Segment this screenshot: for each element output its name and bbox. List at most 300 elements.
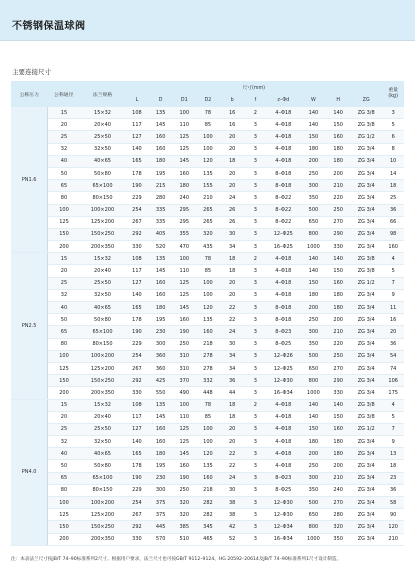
table-cell: 165 bbox=[125, 448, 149, 460]
table-row bbox=[11, 289, 404, 301]
table-cell: 65×100 bbox=[80, 180, 125, 192]
table-cell: 66 bbox=[382, 216, 404, 228]
table-cell: 267 bbox=[125, 509, 149, 521]
table-cell: 4–Φ18 bbox=[266, 436, 300, 448]
table-cell: 20 bbox=[220, 167, 245, 179]
table-cell: 218 bbox=[196, 338, 220, 350]
table-cell: 4–Φ18 bbox=[266, 155, 300, 167]
table-cell: 4–Φ18 bbox=[266, 277, 300, 289]
table-cell: 3 bbox=[245, 216, 267, 228]
table-cell: 3 bbox=[245, 375, 267, 387]
table-cell: 240 bbox=[172, 192, 196, 204]
table-cell: 4–Φ18 bbox=[266, 265, 300, 277]
table-cell: 160 bbox=[326, 277, 350, 289]
table-cell: 425 bbox=[149, 375, 173, 387]
table-cell: ZG 3/4 bbox=[350, 533, 382, 545]
table-cell: 250 bbox=[326, 204, 350, 216]
table-cell: 34 bbox=[220, 362, 245, 374]
table-row bbox=[11, 375, 404, 387]
table-cell: 26 bbox=[220, 216, 245, 228]
table-cell: 1000 bbox=[301, 533, 327, 545]
table-cell: 20 bbox=[220, 143, 245, 155]
table-cell: 58 bbox=[382, 497, 404, 509]
table-cell: 50×80 bbox=[80, 460, 125, 472]
table-cell: 145 bbox=[149, 265, 173, 277]
table-cell: ZG 3/4 bbox=[350, 436, 382, 448]
table-cell: 4–Φ18 bbox=[266, 131, 300, 143]
header-weight: 重量 (kg) bbox=[382, 81, 404, 107]
table-cell: 15 bbox=[48, 399, 80, 411]
table-cell: 80 bbox=[48, 192, 80, 204]
table-cell: ZG 1/2 bbox=[350, 131, 382, 143]
table-cell: ZG 3/4 bbox=[350, 448, 382, 460]
table-cell: 120 bbox=[196, 302, 220, 314]
table-cell: 25 bbox=[48, 277, 80, 289]
table-cell: 180 bbox=[326, 436, 350, 448]
table-cell: 650 bbox=[301, 362, 327, 374]
table-cell: 65 bbox=[48, 472, 80, 484]
table-cell: 250 bbox=[301, 167, 327, 179]
table-cell: 180 bbox=[326, 448, 350, 460]
table-row bbox=[11, 277, 404, 289]
table-cell: 470 bbox=[172, 241, 196, 253]
table-cell: ZG 3/4 bbox=[350, 289, 382, 301]
table-cell: 1000 bbox=[301, 241, 327, 253]
table-cell: 36 bbox=[382, 484, 404, 496]
table-cell: 800 bbox=[301, 375, 327, 387]
table-cell: 350 bbox=[301, 484, 327, 496]
table-cell: 5 bbox=[382, 411, 404, 423]
table-cell: ZG 3/8 bbox=[350, 265, 382, 277]
table-cell: 3 bbox=[245, 314, 267, 326]
table-cell: 117 bbox=[125, 411, 149, 423]
table-cell: 8–Φ22 bbox=[266, 216, 300, 228]
table-cell: 160 bbox=[382, 241, 404, 253]
table-cell: 3 bbox=[245, 521, 267, 533]
table-cell: 490 bbox=[172, 387, 196, 399]
table-cell: 195 bbox=[149, 167, 173, 179]
table-cell: 12–Φ30 bbox=[266, 509, 300, 521]
table-cell: 3 bbox=[245, 192, 267, 204]
table-cell: 254 bbox=[125, 350, 149, 362]
table-cell: 24 bbox=[220, 326, 245, 338]
table-cell: 100 bbox=[196, 423, 220, 435]
table-cell: 22 bbox=[220, 302, 245, 314]
table-cell: 140 bbox=[125, 143, 149, 155]
table-cell: 295 bbox=[172, 204, 196, 216]
table-cell: 85 bbox=[196, 411, 220, 423]
table-cell: ZG 3/8 bbox=[350, 253, 382, 265]
table-cell: 36 bbox=[382, 338, 404, 350]
table-cell: 20 bbox=[220, 436, 245, 448]
table-cell: 50 bbox=[48, 167, 80, 179]
table-cell: ZG 3/4 bbox=[350, 484, 382, 496]
table-cell: 135 bbox=[196, 314, 220, 326]
table-cell: 292 bbox=[125, 375, 149, 387]
table-cell: 16–Φ34 bbox=[266, 387, 300, 399]
table-cell: 210 bbox=[326, 472, 350, 484]
header-dim-b: b bbox=[220, 94, 245, 107]
table-cell: 140 bbox=[326, 107, 350, 119]
table-cell: 3 bbox=[245, 289, 267, 301]
table-cell: 180 bbox=[326, 302, 350, 314]
table-row bbox=[11, 472, 404, 484]
table-cell: ZG 3/4 bbox=[350, 472, 382, 484]
table-row bbox=[11, 484, 404, 496]
table-cell: 3 bbox=[245, 143, 267, 155]
table-cell: 190 bbox=[125, 180, 149, 192]
table-cell: 20 bbox=[220, 423, 245, 435]
table-cell: 180 bbox=[149, 448, 173, 460]
table-cell: 25 bbox=[48, 423, 80, 435]
table-cell: 160 bbox=[149, 423, 173, 435]
table-cell: 350 bbox=[326, 533, 350, 545]
table-cell: 18 bbox=[220, 399, 245, 411]
table-cell: 40×65 bbox=[80, 448, 125, 460]
table-cell: 250 bbox=[172, 338, 196, 350]
table-cell: 7 bbox=[382, 277, 404, 289]
table-cell: 3 bbox=[245, 241, 267, 253]
header-dim-h: H bbox=[326, 94, 350, 107]
table-cell: 125 bbox=[172, 131, 196, 143]
table-cell: 12–Φ30 bbox=[266, 497, 300, 509]
table-cell: 120 bbox=[196, 448, 220, 460]
table-cell: ZG 1/2 bbox=[350, 423, 382, 435]
table-cell: 3 bbox=[245, 484, 267, 496]
header-dim-f: f bbox=[245, 94, 267, 107]
table-row bbox=[11, 180, 404, 192]
table-cell: ZG 3/8 bbox=[350, 107, 382, 119]
table-row bbox=[11, 314, 404, 326]
table-cell: 32×50 bbox=[80, 289, 125, 301]
table-cell: 180 bbox=[149, 302, 173, 314]
table-cell: 3 bbox=[245, 362, 267, 374]
table-cell: 20 bbox=[48, 119, 80, 131]
table-cell: 10 bbox=[382, 155, 404, 167]
table-cell: 3 bbox=[245, 167, 267, 179]
table-cell: 110 bbox=[172, 411, 196, 423]
table-row bbox=[11, 143, 404, 155]
table-cell: 8–Φ18 bbox=[266, 302, 300, 314]
table-cell: 250 bbox=[326, 350, 350, 362]
table-cell: 30 bbox=[220, 338, 245, 350]
table-cell: 150 bbox=[48, 228, 80, 240]
table-cell: 125 bbox=[172, 277, 196, 289]
table-cell: 520 bbox=[149, 241, 173, 253]
table-cell: 4–Φ18 bbox=[266, 107, 300, 119]
table-cell: 292 bbox=[125, 521, 149, 533]
table-cell: 8–Φ22 bbox=[266, 192, 300, 204]
table-cell: 3 bbox=[245, 533, 267, 545]
table-cell: 117 bbox=[125, 119, 149, 131]
table-cell: ZG 3/4 bbox=[350, 314, 382, 326]
table-cell: 190 bbox=[125, 326, 149, 338]
table-cell: 200 bbox=[326, 314, 350, 326]
table-cell: 100 bbox=[48, 497, 80, 509]
table-cell: 510 bbox=[172, 533, 196, 545]
table-cell: 125 bbox=[172, 423, 196, 435]
table-row bbox=[11, 411, 404, 423]
page-title: 不锈钢保温球阀 bbox=[12, 21, 86, 32]
table-cell: 40 bbox=[48, 155, 80, 167]
table-cell: ZG 3/4 bbox=[350, 216, 382, 228]
table-cell: 80×150 bbox=[80, 192, 125, 204]
footnote: 注：本表法兰尺寸按JB/T 74–90标准系列2尺寸。根据用户要求，法兰尺寸也可按GB/T 9112–9124、HG 20592–20614及JB/T 74–90标准系列1尺寸设计制造。 bbox=[11, 557, 342, 562]
table-row bbox=[11, 362, 404, 374]
table-cell: 3 bbox=[245, 472, 267, 484]
table-cell: 210 bbox=[382, 533, 404, 545]
table-cell: 229 bbox=[125, 338, 149, 350]
table-cell: 16–Φ34 bbox=[266, 533, 300, 545]
table-cell: 320 bbox=[196, 228, 220, 240]
table-cell: 54 bbox=[382, 350, 404, 362]
table-cell: 34 bbox=[220, 241, 245, 253]
table-cell: 180 bbox=[301, 143, 327, 155]
table-cell: ZG 3/4 bbox=[350, 228, 382, 240]
table-cell: 18 bbox=[220, 155, 245, 167]
table-cell: 127 bbox=[125, 423, 149, 435]
table-cell: 25×50 bbox=[80, 423, 125, 435]
table-row bbox=[11, 131, 404, 143]
table-cell: 180 bbox=[172, 180, 196, 192]
table-cell: ZG 3/4 bbox=[350, 167, 382, 179]
table-cell: 280 bbox=[326, 509, 350, 521]
table-cell: 25 bbox=[48, 131, 80, 143]
table-cell: 140 bbox=[125, 436, 149, 448]
table-cell: 15×32 bbox=[80, 107, 125, 119]
table-cell: 1000 bbox=[301, 387, 327, 399]
table-cell: 16 bbox=[220, 119, 245, 131]
table-cell: ZG 3/4 bbox=[350, 509, 382, 521]
table-cell: 250 bbox=[172, 484, 196, 496]
table-cell: 3 bbox=[245, 350, 267, 362]
table-cell: 7 bbox=[382, 423, 404, 435]
table-cell: 230 bbox=[149, 472, 173, 484]
table-cell: 278 bbox=[196, 362, 220, 374]
table-cell: 405 bbox=[149, 228, 173, 240]
table-cell: 18 bbox=[382, 180, 404, 192]
table-cell: 210 bbox=[326, 180, 350, 192]
table-cell: 135 bbox=[149, 399, 173, 411]
table-row bbox=[11, 448, 404, 460]
table-cell: ZG 3/8 bbox=[350, 399, 382, 411]
table-cell: 20×40 bbox=[80, 265, 125, 277]
table-cell: 12–Φ30 bbox=[266, 375, 300, 387]
table-cell: ZG 3/4 bbox=[350, 521, 382, 533]
table-cell: 220 bbox=[326, 192, 350, 204]
table-cell: 110 bbox=[172, 265, 196, 277]
table-cell: 370 bbox=[172, 375, 196, 387]
table-cell: 300 bbox=[149, 484, 173, 496]
table-cell: 240 bbox=[326, 484, 350, 496]
table-cell: 335 bbox=[149, 216, 173, 228]
table-cell: 650 bbox=[301, 216, 327, 228]
table-cell: 3 bbox=[245, 131, 267, 143]
table-cell: 3 bbox=[245, 228, 267, 240]
table-cell: 330 bbox=[125, 533, 149, 545]
table-cell: 160 bbox=[149, 143, 173, 155]
table-cell: 145 bbox=[172, 448, 196, 460]
table-cell: 435 bbox=[196, 241, 220, 253]
table-cell: 200 bbox=[301, 155, 327, 167]
table-cell: 178 bbox=[125, 460, 149, 472]
table-cell: 36 bbox=[220, 375, 245, 387]
table-cell: 52 bbox=[220, 533, 245, 545]
table-cell: 465 bbox=[196, 533, 220, 545]
table-cell: 180 bbox=[326, 155, 350, 167]
table-cell: ZG 3/4 bbox=[350, 460, 382, 472]
table-cell: ZG 3/4 bbox=[350, 338, 382, 350]
table-cell: 320 bbox=[172, 497, 196, 509]
table-cell: ZG 3/4 bbox=[350, 192, 382, 204]
table-cell: 135 bbox=[196, 167, 220, 179]
table-cell: 230 bbox=[149, 326, 173, 338]
header-pressure: 公称压力 bbox=[11, 81, 48, 107]
table-cell: 32×50 bbox=[80, 436, 125, 448]
table-cell: 330 bbox=[326, 387, 350, 399]
table-row bbox=[11, 253, 404, 265]
table-cell: 650 bbox=[301, 509, 327, 521]
table-cell: 160 bbox=[149, 436, 173, 448]
table-cell: 150 bbox=[326, 265, 350, 277]
table-cell: 36 bbox=[382, 204, 404, 216]
header-dim-zd: z–Φd bbox=[266, 94, 300, 107]
table-cell: 160 bbox=[172, 460, 196, 472]
table-cell: 80×150 bbox=[80, 484, 125, 496]
table-cell: ZG 3/8 bbox=[350, 119, 382, 131]
table-cell: 50 bbox=[48, 460, 80, 472]
table-cell: 8–Φ18 bbox=[266, 167, 300, 179]
table-cell: 200 bbox=[326, 167, 350, 179]
header-dim-l: L bbox=[125, 94, 149, 107]
table-cell: 200 bbox=[48, 387, 80, 399]
table-cell: 180 bbox=[149, 155, 173, 167]
table-cell: 140 bbox=[326, 253, 350, 265]
table-cell: 18 bbox=[220, 411, 245, 423]
table-cell: 42 bbox=[220, 521, 245, 533]
table-cell: 160 bbox=[149, 131, 173, 143]
table-cell: 3 bbox=[245, 302, 267, 314]
table-cell: ZG 3/4 bbox=[350, 143, 382, 155]
table-cell: 78 bbox=[196, 253, 220, 265]
table-cell: 270 bbox=[326, 216, 350, 228]
table-cell: 125 bbox=[48, 509, 80, 521]
table-cell: 20 bbox=[220, 131, 245, 143]
table-cell: 4 bbox=[382, 399, 404, 411]
table-cell: 140 bbox=[301, 107, 327, 119]
table-cell: 3 bbox=[245, 497, 267, 509]
table-row bbox=[11, 302, 404, 314]
table-cell: 4–Φ18 bbox=[266, 119, 300, 131]
table-cell: 32×50 bbox=[80, 143, 125, 155]
table-row bbox=[11, 228, 404, 240]
table-cell: 320 bbox=[172, 509, 196, 521]
header-dim-d2: D2 bbox=[196, 94, 220, 107]
table-cell: 229 bbox=[125, 484, 149, 496]
table-cell: 178 bbox=[125, 314, 149, 326]
table-cell: 65 bbox=[48, 326, 80, 338]
table-cell: 332 bbox=[196, 375, 220, 387]
table-cell: 22 bbox=[220, 314, 245, 326]
table-cell: 18 bbox=[220, 265, 245, 277]
table-cell: 14 bbox=[382, 167, 404, 179]
table-cell: 282 bbox=[196, 509, 220, 521]
table-cell: 165 bbox=[125, 155, 149, 167]
table-cell: 278 bbox=[196, 350, 220, 362]
table-cell: 125×200 bbox=[80, 509, 125, 521]
table-cell: 3 bbox=[245, 119, 267, 131]
pressure-group-label: PN1.6 bbox=[11, 107, 48, 253]
table-cell: 300 bbox=[301, 180, 327, 192]
table-cell: 108 bbox=[125, 253, 149, 265]
table-cell: 20 bbox=[48, 265, 80, 277]
table-cell: 160 bbox=[172, 314, 196, 326]
table-cell: 50×80 bbox=[80, 314, 125, 326]
table-cell: 145 bbox=[172, 155, 196, 167]
table-cell: 210 bbox=[326, 326, 350, 338]
table-row bbox=[11, 423, 404, 435]
table-cell: 140 bbox=[125, 289, 149, 301]
table-cell: 20×40 bbox=[80, 411, 125, 423]
table-cell: 270 bbox=[326, 362, 350, 374]
table-cell: 282 bbox=[196, 497, 220, 509]
table-cell: 145 bbox=[149, 411, 173, 423]
section-subtitle: 主要连接尺寸 bbox=[12, 68, 51, 76]
table-cell: 195 bbox=[149, 314, 173, 326]
table-cell: 360 bbox=[149, 350, 173, 362]
table-cell: 80×150 bbox=[80, 338, 125, 350]
table-cell: 160 bbox=[149, 277, 173, 289]
table-row bbox=[11, 387, 404, 399]
table-cell: 150×250 bbox=[80, 521, 125, 533]
table-cell: ZG 3/4 bbox=[350, 241, 382, 253]
table-cell: 85 bbox=[196, 119, 220, 131]
table-cell: 4–Φ18 bbox=[266, 399, 300, 411]
table-cell: 267 bbox=[125, 362, 149, 374]
table-cell: 3 bbox=[245, 204, 267, 216]
table-cell: 4–Φ18 bbox=[266, 423, 300, 435]
table-cell: 125 bbox=[48, 362, 80, 374]
table-cell: 355 bbox=[172, 228, 196, 240]
table-cell: 125 bbox=[172, 289, 196, 301]
table-cell: 265 bbox=[196, 204, 220, 216]
table-cell: 200 bbox=[48, 241, 80, 253]
table-row bbox=[11, 460, 404, 472]
table-row bbox=[11, 204, 404, 216]
table-cell: 140 bbox=[301, 411, 327, 423]
table-cell: 190 bbox=[125, 472, 149, 484]
table-cell: 250 bbox=[301, 460, 327, 472]
table-cell: 150 bbox=[301, 131, 327, 143]
table-cell: ZG 1/2 bbox=[350, 277, 382, 289]
table-cell: 100 bbox=[196, 436, 220, 448]
table-cell: 160 bbox=[326, 423, 350, 435]
table-cell: 160 bbox=[172, 167, 196, 179]
table-cell: 22 bbox=[220, 448, 245, 460]
table-cell: 300 bbox=[301, 472, 327, 484]
table-cell: 5 bbox=[382, 119, 404, 131]
table-cell: 117 bbox=[125, 265, 149, 277]
header-dim-d: D bbox=[149, 94, 173, 107]
table-cell: 265 bbox=[196, 216, 220, 228]
table-cell: 320 bbox=[326, 521, 350, 533]
table-cell: 570 bbox=[149, 533, 173, 545]
table-cell: 448 bbox=[196, 387, 220, 399]
table-cell: 500 bbox=[301, 204, 327, 216]
table-cell: 160 bbox=[326, 131, 350, 143]
table-cell: 30 bbox=[220, 228, 245, 240]
table-cell: 34 bbox=[220, 350, 245, 362]
